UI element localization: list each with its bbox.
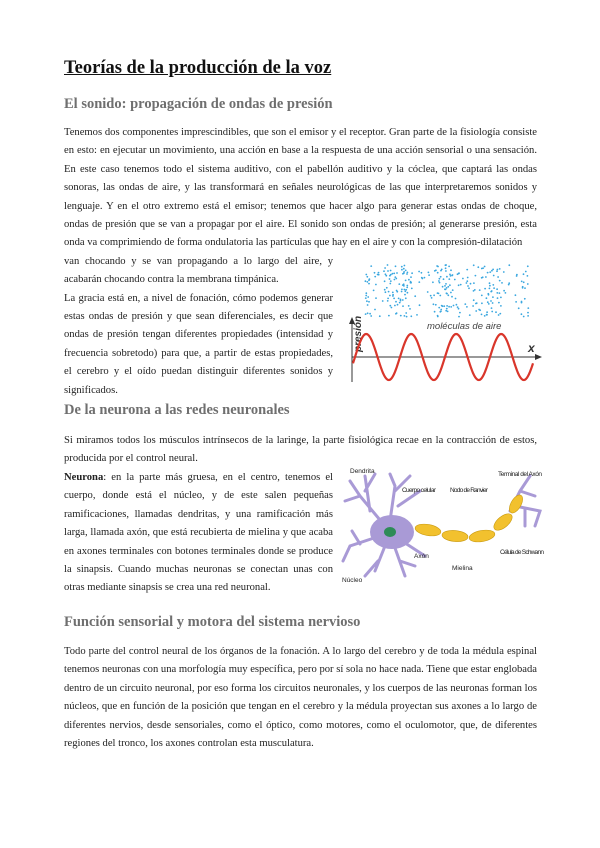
air-molecule-dot <box>365 295 367 297</box>
air-molecule-dot <box>475 275 477 277</box>
air-molecule-dot <box>523 316 525 318</box>
air-molecule-dot <box>403 271 405 273</box>
air-molecule-dot <box>408 279 410 281</box>
air-molecule-dot <box>370 265 372 267</box>
air-molecule-dot <box>402 299 404 301</box>
air-molecule-dot <box>401 291 403 293</box>
air-molecule-dot <box>457 306 459 308</box>
air-molecule-dot <box>491 311 493 313</box>
air-molecule-dot <box>466 282 468 284</box>
air-molecule-dot <box>385 275 387 277</box>
air-molecule-dot <box>432 281 434 283</box>
label-nodo: Nodo de Ranvier <box>450 487 488 494</box>
air-molecule-dot <box>395 278 397 280</box>
air-molecule-dot <box>499 268 501 270</box>
air-molecule-dot <box>406 285 408 287</box>
air-molecule-dot <box>365 297 367 299</box>
air-molecule-dot <box>396 290 398 292</box>
air-molecule-dot <box>373 290 375 292</box>
air-molecule-dot <box>475 310 477 312</box>
air-molecule-dot <box>434 311 436 313</box>
air-molecule-dot <box>367 304 369 306</box>
air-molecule-dot <box>496 288 498 290</box>
air-molecule-dot <box>434 270 436 272</box>
air-molecule-dot <box>466 269 468 271</box>
air-molecule-dot <box>524 298 526 300</box>
label-schwann: Célula de Schwann <box>500 549 544 556</box>
air-molecule-dot <box>508 284 510 286</box>
air-molecule-dot <box>369 278 371 280</box>
air-molecule-dot <box>505 292 507 294</box>
air-molecule-dot <box>410 282 412 284</box>
air-molecule-dot <box>374 276 376 278</box>
air-molecule-dot <box>390 270 392 272</box>
air-molecule-dot <box>398 283 400 285</box>
air-molecule-dot <box>446 305 448 307</box>
air-molecule-dot <box>446 287 448 289</box>
document-title: Teorías de la producción de la voz <box>64 58 332 78</box>
air-molecule-dot <box>448 266 450 268</box>
air-molecule-dot <box>451 296 453 298</box>
air-molecule-dot <box>404 290 406 292</box>
air-molecule-dot <box>472 305 474 307</box>
air-molecule-dot <box>484 315 486 317</box>
label-dendrita: Dendrita <box>350 468 375 475</box>
paragraph: Tenemos dos componentes imprescindibles, que son el emisor y el receptor. Gran parte de la fisiología consiste en esto: en ejecutar un movimiento, una acción en base a la respuesta de una acción sensorial o una sensación. En este caso tenemos todo el sistema auditivo, con el pabellón auditivo y la cóclea, que captará las ondas sonoras, las ondas de aire, y las transformará en señales neurológicas de las que interpretaremos sonidos y lenguaje. Y en el otro extremo está el emisor; tenemos que hacer algo para generar estas ondas de choque, ondas de presión que se van a propagar por el aire. El sonido son ondas de presión; al generarse presión, esta onda va comprimiendo de forma ondulatoria las partículas que hay en el aire y con la compresión-dilatación <box>64 127 537 249</box>
air-molecule-dot <box>499 292 501 294</box>
air-molecule-dot <box>523 281 525 283</box>
air-molecule-dot <box>527 265 529 267</box>
air-molecule-dot <box>474 289 476 291</box>
air-molecule-dot <box>403 283 405 285</box>
air-molecule-dot <box>397 304 399 306</box>
air-molecules <box>365 264 530 317</box>
air-molecule-dot <box>527 275 529 277</box>
air-molecule-dot <box>482 267 484 269</box>
air-molecule-dot <box>450 275 452 277</box>
air-molecule-dot <box>388 315 390 317</box>
air-molecule-dot <box>401 266 403 268</box>
air-molecule-dot <box>452 274 454 276</box>
air-molecule-dot <box>416 314 418 316</box>
air-molecule-dot <box>447 311 449 313</box>
air-molecule-dot <box>375 284 377 286</box>
air-molecule-dot <box>477 266 479 268</box>
air-molecule-dot <box>493 275 495 277</box>
air-molecule-dot <box>387 270 389 272</box>
air-molecule-dot <box>385 291 387 293</box>
air-molecule-dot <box>384 267 386 269</box>
air-molecule-dot <box>466 280 468 282</box>
air-molecule-dot <box>404 289 406 291</box>
air-molecule-dot <box>524 287 526 289</box>
air-molecule-dot <box>386 287 388 289</box>
air-molecule-dot <box>497 276 499 278</box>
label-nucleo: Núcleo <box>342 577 363 584</box>
air-molecule-dot <box>435 304 437 306</box>
air-molecule-dot <box>405 270 407 272</box>
air-molecule-dot <box>508 264 510 266</box>
air-molecule-dot <box>365 292 367 294</box>
air-molecule-dot <box>521 301 523 303</box>
air-molecule-dot <box>392 292 394 294</box>
air-molecule-dot <box>462 278 464 280</box>
air-molecule-dot <box>458 284 460 286</box>
air-molecule-dot <box>452 289 454 291</box>
air-molecule-dot <box>407 292 409 294</box>
air-molecule-dot <box>460 284 462 286</box>
air-molecule-dot <box>467 285 469 287</box>
air-molecule-dot <box>395 301 397 303</box>
air-molecule-dot <box>484 288 486 290</box>
section-heading-funcion: Función sensorial y motora del sistema nervioso <box>64 614 361 630</box>
air-molecule-dot <box>487 272 489 274</box>
air-molecule-dot <box>440 309 442 311</box>
air-molecule-dot <box>515 301 517 303</box>
air-molecule-dot <box>402 305 404 307</box>
air-molecule-dot <box>479 289 481 291</box>
air-molecule-dot <box>453 305 455 307</box>
air-molecule-dot <box>411 272 413 274</box>
air-molecule-dot <box>367 296 369 298</box>
air-molecule-dot <box>368 301 370 303</box>
air-molecule-dot <box>422 278 424 280</box>
air-molecule-dot <box>418 271 420 273</box>
air-molecule-dot <box>481 295 483 297</box>
air-molecule-dot <box>503 290 505 292</box>
air-molecule-dot <box>446 308 448 310</box>
air-molecule-dot <box>365 274 367 276</box>
air-molecule-dot <box>439 278 441 280</box>
air-molecule-dot <box>374 272 376 274</box>
air-molecule-dot <box>442 286 444 288</box>
air-molecule-dot <box>501 282 503 284</box>
air-molecule-dot <box>527 312 529 314</box>
section-heading-sonido: El sonido: propagación de ondas de presión <box>64 96 333 112</box>
air-molecule-dot <box>481 314 483 316</box>
label-cuerpo: Cuerpo celular <box>402 487 436 494</box>
air-molecule-dot <box>473 264 475 266</box>
air-molecule-dot <box>487 301 489 303</box>
air-molecule-dot <box>522 287 524 289</box>
neuron-diagram <box>340 466 545 584</box>
air-molecule-dot <box>390 274 392 276</box>
air-molecule-dot <box>392 295 394 297</box>
air-molecule-dot <box>473 282 475 284</box>
air-molecule-dot <box>405 297 407 299</box>
air-molecule-dot <box>497 269 499 271</box>
label-terminal: Terminal del Axón <box>498 471 542 478</box>
air-molecule-dot <box>444 288 446 290</box>
bold-term: Neurona <box>64 472 104 483</box>
air-molecule-dot <box>396 272 398 274</box>
air-molecule-dot <box>424 277 426 279</box>
air-molecule-dot <box>521 313 523 315</box>
air-molecule-dot <box>384 280 386 282</box>
paragraph: Si miramos todos los músculos intrínsecos de la laringe, la parte fisiológica recae en la contracción de estos, producida por el control neural. <box>64 435 537 465</box>
air-molecule-dot <box>498 314 500 316</box>
label-mielina: Mielina <box>452 565 473 572</box>
air-molecule-dot <box>495 311 497 313</box>
paragraph: van chocando y se van propagando a lo largo del aire, y acabarán chocando contra la membrana timpánica. <box>64 256 333 286</box>
air-molecule-dot <box>366 300 368 302</box>
air-molecule-dot <box>401 269 403 271</box>
air-molecule-dot <box>367 281 369 283</box>
air-molecule-dot <box>492 302 494 304</box>
air-molecule-dot <box>486 297 488 299</box>
air-molecule-dot <box>521 281 523 283</box>
air-molecule-dot <box>447 294 449 296</box>
air-molecule-dot <box>499 280 501 282</box>
air-molecule-dot <box>468 287 470 289</box>
air-molecule-dot <box>392 273 394 275</box>
air-molecule-dot <box>492 284 494 286</box>
air-molecule-dot <box>500 305 502 307</box>
air-molecule-dot <box>499 313 501 315</box>
air-molecule-dot <box>489 288 491 290</box>
air-molecule-dot <box>525 271 527 273</box>
air-molecule-dot <box>365 280 367 282</box>
air-molecule-dot <box>464 303 466 305</box>
air-molecule-dot <box>410 276 412 278</box>
air-molecule-dot <box>437 292 439 294</box>
air-molecule-dot <box>404 315 406 317</box>
air-molecule-dot <box>406 316 408 318</box>
air-molecule-dot <box>443 305 445 307</box>
air-molecule-dot <box>387 300 389 302</box>
air-molecule-dot <box>458 308 460 310</box>
y-axis-label: presión <box>353 315 364 352</box>
air-molecule-dot <box>374 309 376 311</box>
air-molecule-dot <box>405 289 407 291</box>
air-molecule-dot <box>437 315 439 317</box>
air-molecule-dot <box>404 265 406 267</box>
air-molecule-dot <box>488 303 490 305</box>
air-molecule-dot <box>450 269 452 271</box>
air-molecule-dot <box>482 276 484 278</box>
air-molecule-dot <box>443 278 445 280</box>
air-molecule-dot <box>395 265 397 267</box>
air-molecule-dot <box>398 298 400 300</box>
air-molecule-dot <box>394 305 396 307</box>
air-molecule-dot <box>441 305 443 307</box>
paragraph: Todo parte del control neural de los órganos de la fonación. A lo largo del cerebro y de toda la médula espinal tenemos neuronas con una morfología muy específica, pero por sí sola no hace nada. Tiene que estar englobada dentro de un circuito neuronal, por eso forma los circuitos neuronales, y los cuerpos de las neuronas forman los núcleos, que en función de la posición que tengan en el cerebro y la médula proyectan sus axones a lo largo de diferentes nervios, desde sensoriales, como el óptico, como motores, como el oculomotor, que, de diferentes regiones del tronco, los axones controlan esta musculatura. <box>64 646 537 750</box>
air-molecule-dot <box>375 297 377 299</box>
air-molecule-dot <box>500 297 502 299</box>
paragraph-text: : en la parte más gruesa, en el centro, tenemos el cuerpo, donde está el núcleo, y de este salen pequeñas ramificaciones, llamadas dendritas, y una ramificación más larga, llamada axón, que está recubierta de mielina y que acaba en axones terminales con botones terminales donde se produce la sinapsis. Cuando muchas neuronas se conectan unas con otras mediante sinapsis se crea una red neuronal. <box>64 472 333 594</box>
x-axis-label: x <box>528 341 535 355</box>
air-molecule-dot <box>445 264 447 266</box>
air-molecule-dot <box>441 269 443 271</box>
air-molecule-dot <box>466 306 468 308</box>
air-molecule-dot <box>496 292 498 294</box>
air-molecule-dot <box>497 297 499 299</box>
air-molecule-dot <box>491 307 493 309</box>
air-molecule-dot <box>486 314 488 316</box>
air-molecule-dot <box>427 291 429 293</box>
air-molecule-dot <box>523 273 525 275</box>
air-molecule-dot <box>367 312 369 314</box>
air-molecule-dot <box>458 316 460 318</box>
air-molecule-dot <box>401 289 403 291</box>
air-molecule-dot <box>407 272 409 274</box>
air-molecule-dot <box>476 302 478 304</box>
air-molecule-dot <box>454 279 456 281</box>
air-molecule-dot <box>369 313 371 315</box>
air-molecule-dot <box>473 299 475 301</box>
molecules-label: moléculas de aire <box>427 321 502 332</box>
air-molecule-dot <box>516 274 518 276</box>
air-molecule-dot <box>419 304 421 306</box>
air-molecule-dot <box>393 298 395 300</box>
air-molecule-dot <box>439 295 441 297</box>
air-molecule-dot <box>448 306 450 308</box>
air-molecule-dot <box>489 271 491 273</box>
air-molecule-dot <box>515 294 517 296</box>
air-molecule-dot <box>489 282 491 284</box>
air-molecule-dot <box>409 308 411 310</box>
air-molecule-dot <box>458 272 460 274</box>
air-molecule-dot <box>527 307 529 309</box>
air-molecule-dot <box>403 268 405 270</box>
air-molecule-dot <box>400 299 402 301</box>
air-molecule-dot <box>391 307 393 309</box>
air-molecule-dot <box>437 272 439 274</box>
air-molecule-dot <box>418 281 420 283</box>
air-molecule-dot <box>368 283 370 285</box>
air-molecule-dot <box>408 305 410 307</box>
air-molecule-dot <box>399 302 401 304</box>
air-molecule-dot <box>481 302 483 304</box>
air-molecule-dot <box>428 274 430 276</box>
air-molecule-dot <box>396 312 398 314</box>
air-molecule-dot <box>448 278 450 280</box>
air-molecule-dot <box>445 270 447 272</box>
air-molecule-dot <box>470 283 472 285</box>
air-molecule-dot <box>402 273 404 275</box>
air-molecule-dot <box>478 309 480 311</box>
air-molecule-dot <box>450 306 452 308</box>
air-molecule-dot <box>469 314 471 316</box>
air-molecule-dot <box>493 287 495 289</box>
air-molecule-dot <box>498 302 500 304</box>
air-molecule-dot <box>404 294 406 296</box>
air-molecule-dot <box>447 286 449 288</box>
air-molecule-dot <box>449 284 451 286</box>
air-molecule-dot <box>389 278 391 280</box>
air-molecule-dot <box>467 277 469 279</box>
label-axon: Axón <box>414 553 429 560</box>
air-molecule-dot <box>389 305 391 307</box>
air-molecule-dot <box>491 270 493 272</box>
air-molecule-dot <box>383 270 385 272</box>
air-molecule-dot <box>430 295 432 297</box>
air-molecule-dot <box>390 280 392 282</box>
air-molecule-dot <box>394 279 396 281</box>
air-molecule-dot <box>503 271 505 273</box>
air-molecule-dot <box>496 270 498 272</box>
air-molecule-dot <box>433 303 435 305</box>
air-molecule-dot <box>484 266 486 268</box>
air-molecule-dot <box>527 315 529 317</box>
air-molecule-dot <box>444 285 446 287</box>
air-molecule-dot <box>518 307 520 309</box>
air-molecule-dot <box>486 311 488 313</box>
air-molecule-dot <box>438 307 440 309</box>
air-molecule-dot <box>388 291 390 293</box>
air-molecule-dot <box>488 294 490 296</box>
air-molecule-dot <box>421 272 423 274</box>
air-molecule-dot <box>437 266 439 268</box>
air-molecule-dot <box>379 315 381 317</box>
air-molecule-dot <box>428 272 430 274</box>
air-molecule-dot <box>490 300 492 302</box>
paragraph: La gracia está en, a nivel de fonación, cómo podemos generar estas ondas de presión y que sean diferenciales, es decir que ondas de presión tengan diferentes propiedades (intensidad y frecuencia sobretodo) para que, a partir de estas propiedades, el cerebro y el oído puedan distinguir diferentes sonidos y significados. <box>64 292 333 396</box>
air-molecule-dot <box>492 296 494 298</box>
air-molecule-dot <box>489 285 491 287</box>
air-molecule-dot <box>410 315 412 317</box>
air-molecule-dot <box>365 313 367 315</box>
air-molecule-dot <box>406 273 408 275</box>
air-molecule-dot <box>446 276 448 278</box>
air-molecule-dot <box>400 315 402 317</box>
air-molecule-dot <box>445 283 447 285</box>
air-molecule-dot <box>491 290 493 292</box>
air-molecule-dot <box>411 288 413 290</box>
air-molecule-dot <box>446 292 448 294</box>
air-molecule-dot <box>431 297 433 299</box>
air-molecule-dot <box>440 276 442 278</box>
air-molecule-dot <box>459 312 461 314</box>
air-molecule-dot <box>389 295 391 297</box>
air-molecule-dot <box>370 315 372 317</box>
air-molecule-dot <box>433 294 435 296</box>
air-molecule-dot <box>387 264 389 266</box>
air-molecule-dot <box>450 292 452 294</box>
air-molecule-dot <box>414 295 416 297</box>
air-molecule-dot <box>405 280 407 282</box>
air-molecule-dot <box>527 283 529 285</box>
paragraph <box>64 469 333 598</box>
air-molecule-dot <box>387 298 389 300</box>
section-heading-neurona: De la neurona a las redes neuronales <box>64 402 290 418</box>
air-molecule-dot <box>377 274 379 276</box>
air-molecule-dot <box>438 280 440 282</box>
air-molecule-dot <box>455 298 457 300</box>
air-molecule-dot <box>393 273 395 275</box>
air-molecule-dot <box>384 289 386 291</box>
air-molecule-dot <box>456 304 458 306</box>
air-molecule-dot <box>485 276 487 278</box>
air-molecule-dot <box>389 283 391 285</box>
air-molecule-dot <box>366 276 368 278</box>
air-molecule-dot <box>378 272 380 274</box>
air-molecule-dot <box>405 312 407 314</box>
air-molecule-dot <box>445 267 447 269</box>
air-molecule-dot <box>382 300 384 302</box>
pressure-wave-figure <box>345 262 545 387</box>
air-molecule-dot <box>406 287 408 289</box>
air-molecule-dot <box>440 310 442 312</box>
air-molecule-dot <box>439 282 441 284</box>
